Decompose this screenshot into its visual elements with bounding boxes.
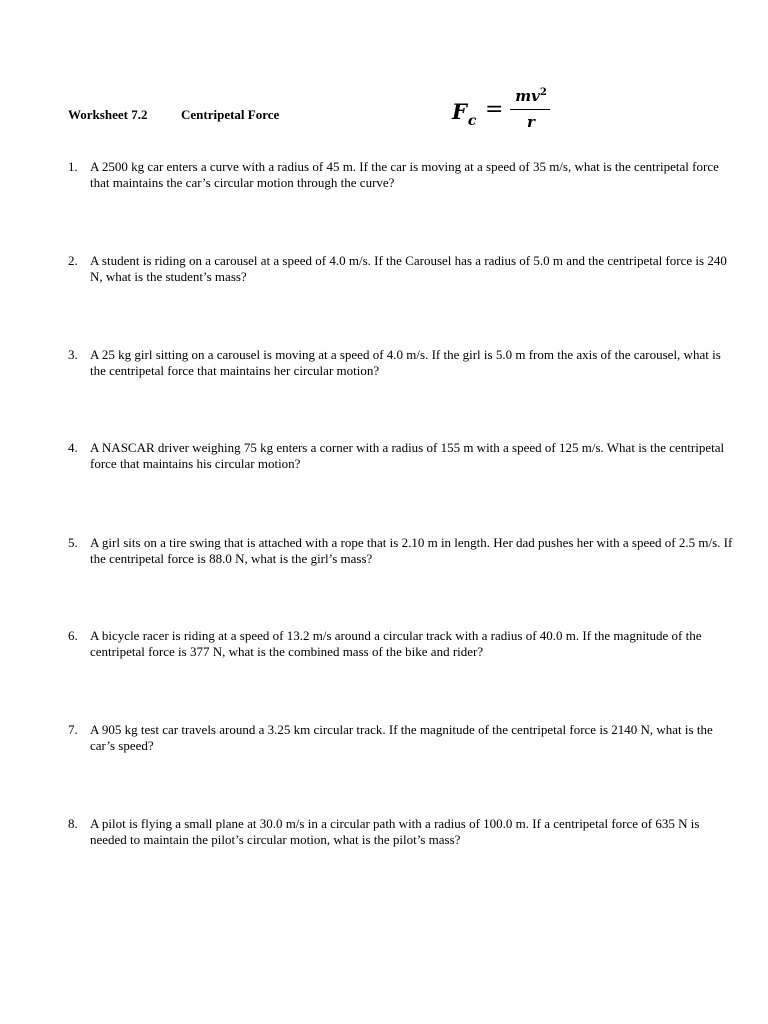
question-3 — [68, 347, 733, 379]
question-text: A 905 kg test car travels around a 3.25 km circular track. If the magnitude of the centripetal force is 2140 N, what is the car’s speed? — [90, 722, 713, 753]
formula-subscript: c — [467, 113, 477, 129]
formula-force-symbol: F — [452, 99, 467, 124]
formula-equals-sign: = — [485, 97, 504, 122]
question-1 — [68, 159, 733, 191]
question-number: 2. — [68, 253, 78, 268]
question-2 — [68, 253, 733, 285]
worksheet-number: Worksheet 7.2 — [68, 107, 148, 122]
question-5 — [68, 535, 733, 567]
question-text: A student is riding on a carousel at a speed of 4.0 m/s. If the Carousel has a radius of 5.0 m and the centripetal force is 240 N, what is the student’s mass? — [90, 253, 727, 284]
formula-superscript: 2 — [539, 87, 547, 98]
question-text: A NASCAR driver weighing 75 kg enters a corner with a radius of 155 m with a speed of 125 m/s. What is the centripetal force that maintains his circular motion? — [90, 440, 725, 471]
question-number: 8. — [68, 816, 78, 831]
worksheet-topic: Centripetal Force — [181, 107, 280, 122]
question-text: A pilot is flying a small plane at 30.0 m/s in a circular path with a radius of 100.0 m. If a centripetal force of 635 N is needed to maintain the pilot’s circular motion, what is the pilot’s mass? — [90, 816, 700, 847]
formula-numerator — [512, 87, 550, 108]
question-8 — [68, 816, 733, 848]
formula-numerator-text: mv — [515, 87, 540, 105]
question-number: 5. — [68, 535, 78, 550]
centripetal-force-formula — [450, 86, 560, 136]
question-number: 3. — [68, 347, 78, 362]
question-text: A 25 kg girl sitting on a carousel is moving at a speed of 4.0 m/s. If the girl is 5.0 m from the axis of the carousel, what is the centripetal force that maintains her circular motion? — [90, 347, 721, 378]
question-7 — [68, 722, 733, 754]
question-number: 4. — [68, 440, 78, 455]
question-number: 7. — [68, 722, 78, 737]
question-number: 6. — [68, 628, 78, 643]
question-6 — [68, 628, 733, 660]
question-4 — [68, 440, 733, 472]
question-text: A bicycle racer is riding at a speed of 13.2 m/s around a circular track with a radius of 40.0 m. If the magnitude of the centripetal force is 377 N, what is the combined mass of the bike and rider? — [90, 628, 702, 659]
formula-lhs — [452, 100, 475, 127]
formula-fraction-bar — [510, 109, 550, 110]
question-text: A 2500 kg car enters a curve with a radius of 45 m. If the car is moving at a speed of 35 m/s, what is the centripetal force that maintains the car’s circular motion through the curve? — [90, 159, 719, 190]
question-number: 1. — [68, 159, 78, 174]
formula-denominator: r — [527, 113, 535, 131]
question-text: A girl sits on a tire swing that is attached with a rope that is 2.10 m in length. Her dad pushes her with a speed of 2.5 m/s. If the centripetal force is 88.0 N, what is the girl’s mass? — [90, 535, 733, 566]
